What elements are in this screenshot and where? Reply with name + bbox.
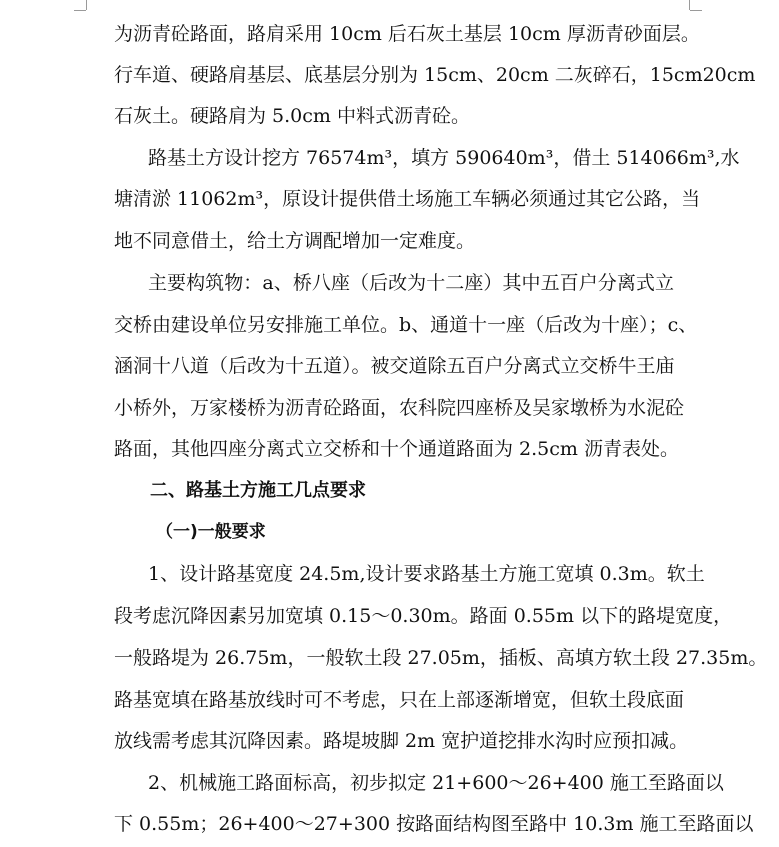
body-line: 行车道、硬路肩基层、底基层分别为 15cm、20cm 二灰碎石，15cm20cm bbox=[114, 64, 756, 86]
crop-mark-top-right-horizontal bbox=[690, 10, 702, 11]
body-line: 放线需考虑其沉降因素。路堤坡脚 2m 宽护道挖排水沟时应预扣减。 bbox=[114, 730, 689, 752]
body-line: 石灰土。硬路肩为 5.0cm 中料式沥青砼。 bbox=[114, 105, 470, 127]
body-line: 路基宽填在路基放线时可不考虑，只在上部逐渐增宽，但软土段底面 bbox=[114, 689, 685, 711]
body-line: 路面，其他四座分离式立交桥和十个通道路面为 2.5cm 沥青表处。 bbox=[114, 438, 679, 460]
section-heading: 二、路基土方施工几点要求 bbox=[150, 480, 366, 501]
crop-mark-top-left bbox=[86, 0, 87, 10]
body-line: 路基土方设计挖方 76574m³，填方 590640m³，借土 514066m³,水 bbox=[148, 147, 740, 169]
body-line: 主要构筑物：a、桥八座（后改为十二座）其中五百户分离式立 bbox=[148, 272, 674, 294]
crop-mark-top-left-horizontal bbox=[74, 10, 86, 11]
body-line: 交桥由建设单位另安排施工单位。b、通道十一座（后改为十座）；c、 bbox=[114, 314, 698, 336]
body-line: 为沥青砼路面，路肩采用 10cm 后石灰土基层 10cm 厚沥青砂面层。 bbox=[114, 23, 700, 45]
body-line: 塘清淤 11062m³，原设计提供借土场施工车辆必须通过其它公路，当 bbox=[114, 188, 701, 210]
body-line: 涵洞十八道（后改为十五道）。被交道除五百户分离式立交桥牛王庙 bbox=[114, 355, 675, 377]
crop-mark-top-right bbox=[689, 0, 690, 10]
subsection-heading: （一)一般要求 bbox=[156, 522, 266, 542]
body-line: 小桥外，万家楼桥为沥青砼路面，农科院四座桥及吴家墩桥为水泥砼 bbox=[114, 397, 685, 419]
body-line: 下 0.55m；26+400～27+300 按路面结构图至路中 10.3m 施工至路面以 bbox=[114, 813, 754, 835]
body-line: 2、机械施工路面标高，初步拟定 21+600～26+400 施工至路面以 bbox=[148, 772, 724, 794]
body-line: 1、设计路基宽度 24.5m,设计要求路基土方施工宽填 0.3m。软土 bbox=[148, 563, 705, 585]
body-line: 地不同意借土，给土方调配增加一定难度。 bbox=[114, 230, 476, 252]
body-line: 一般路堤为 26.75m，一般软土段 27.05m，插板、高填方软土段 27.35m。 bbox=[114, 647, 768, 669]
body-line: 段考虑沉降因素另加宽填 0.15～0.30m。路面 0.55m 以下的路堤宽度， bbox=[114, 605, 733, 627]
